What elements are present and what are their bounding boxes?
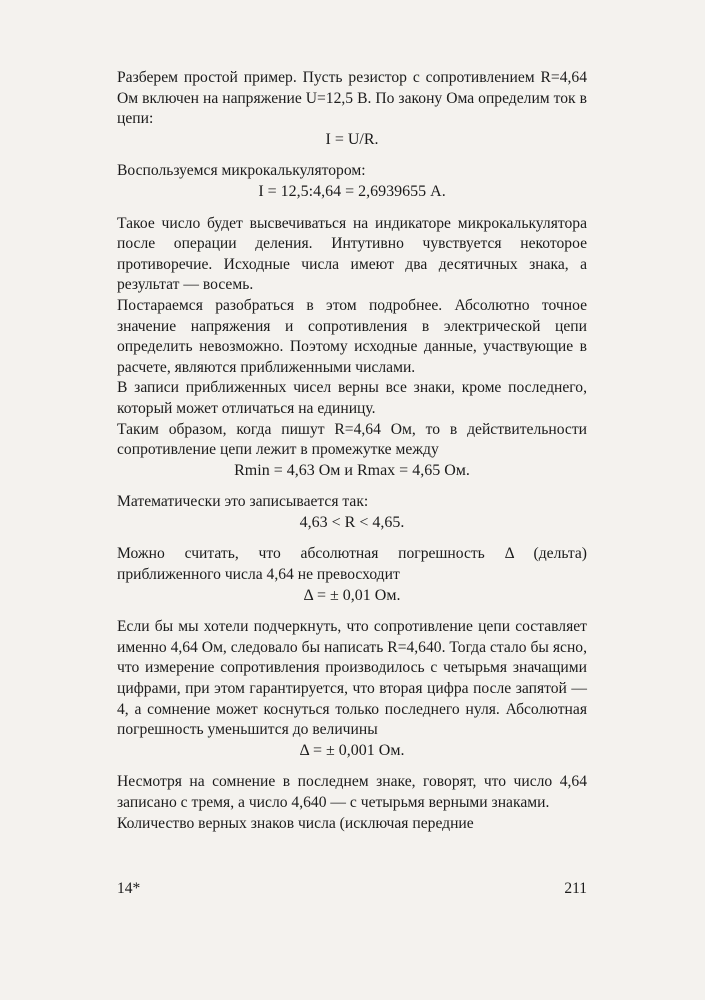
paragraph-6: Таким образом, когда пишут R=4,64 Ом, то в действительности сопротивление цепи лежит в промежутке между [117,420,587,459]
paragraph-9: Если бы мы хотели подчеркнуть, что сопротивление цепи составляет именно 4,64 Ом, следовало бы написать R=4,640. Тогда стало бы ясно, что измерение сопротивления производилось с четырьмя значащими цифрами, при этом гарантируется, что вторая цифра после запятой — 4, а сомнение может коснуться только последнего нуля. Абсолютная погрешность уменьшится до величины [117,618,587,739]
page-footer [117,880,587,898]
equation-error-0001: Δ = ± 0,001 Ом. [299,741,405,759]
paragraph-3: Такое число будет высвечиваться на индикаторе микрокалькулятора после операции деления. Интутивно чувствуется некоторое противоречие. Исходные числа имеют два десятичных знака, а результат — восемь. [117,214,587,294]
paragraph-8: Можно считать, что абсолютная погрешность Δ (дельта) приближенного числа 4,64 не превосходит [117,545,587,584]
page-body [117,68,587,834]
equation-error-001: Δ = ± 0,01 Ом. [303,586,401,604]
paragraph-1: Разберем простой пример. Пусть резистор с сопротивлением R=4,64 Ом включен на напряжение U=12,5 В. По закону Ома определим ток в цепи: [117,69,587,128]
signature-mark: 14* [117,880,141,897]
paragraph-10: Несмотря на сомнение в последнем знаке, говорят, что число 4,64 записано с тремя, а число 4,640 — с четырьмя верными знаками. [117,773,587,811]
equation-range: Rmin = 4,63 Ом и Rmax = 4,65 Ом. [234,461,470,479]
paragraph-11: Количество верных знаков числа (исключая передние [117,814,474,832]
equation-inequality: 4,63 < R < 4,65. [299,513,405,531]
paragraph-5: В записи приближенных чисел верны все знаки, кроме последнего, который может отличаться на единицу. [117,379,587,417]
paragraph-2: Воспользуемся микрокалькулятором: [117,162,366,180]
equation-ohm: I = U/R. [325,130,379,148]
page-number: 211 [564,880,587,897]
paragraph-4: Постараемся разобраться в этом подробнее. Абсолютно точное значение напряжения и сопротивления в электрической цепи определить невозможно. Поэтому исходные данные, участвующие в расчете, являются приближенными числами. [117,296,587,376]
paragraph-7: Математически это записывается так: [117,493,369,511]
equation-calculation: I = 12,5:4,64 = 2,6939655 А. [258,182,446,200]
